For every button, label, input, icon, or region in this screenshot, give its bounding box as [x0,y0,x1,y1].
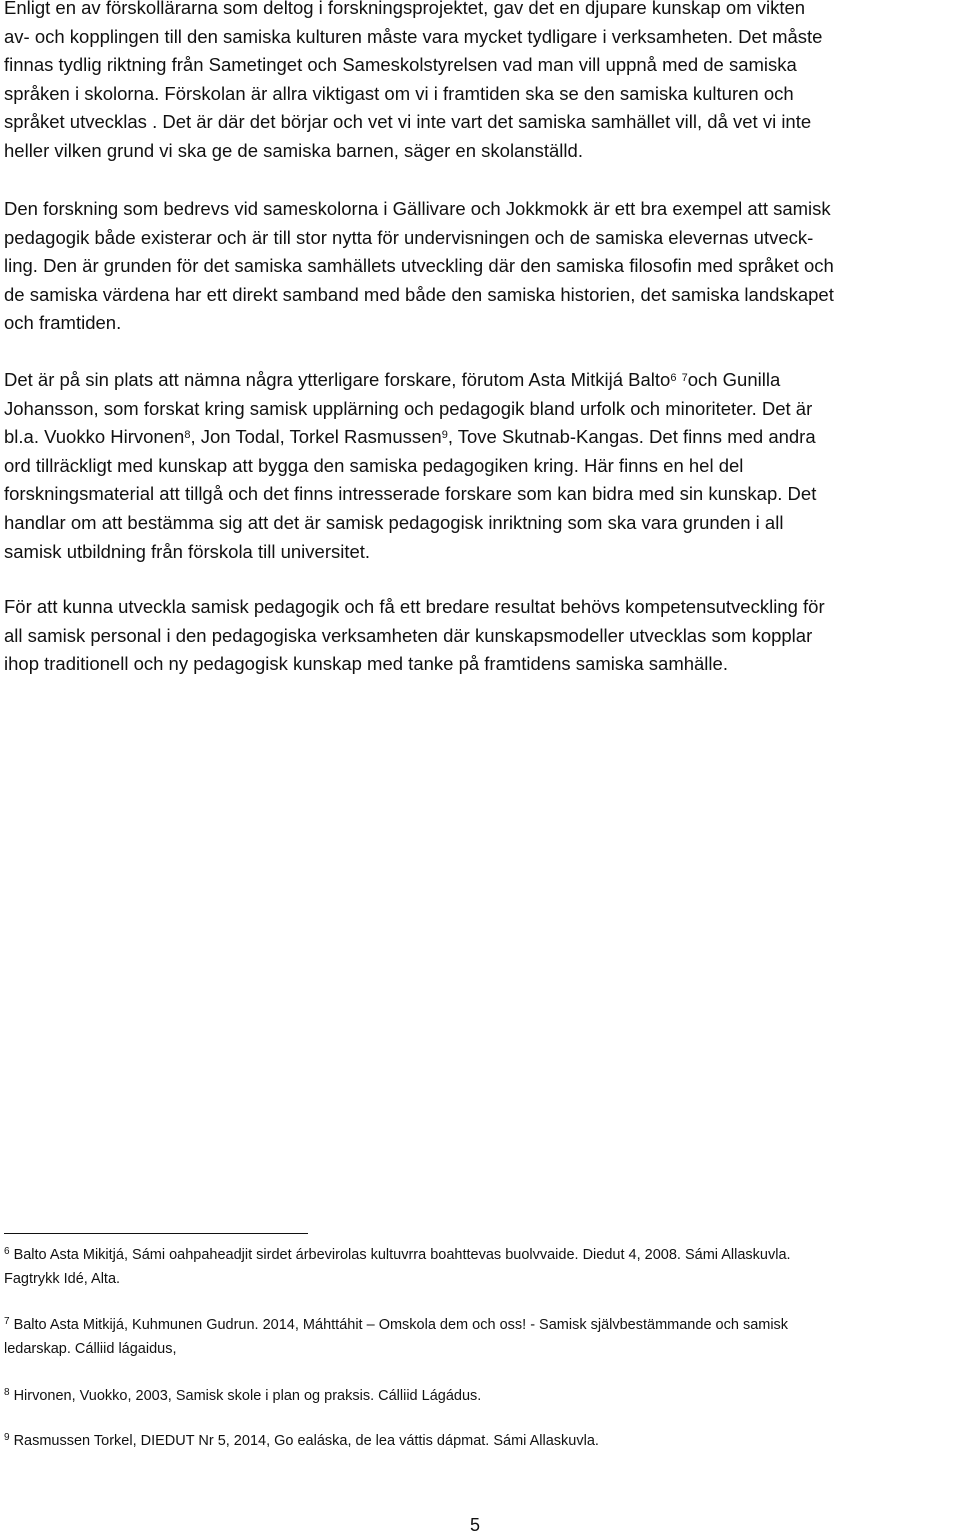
paragraph-line: pedagogik både existerar och är till stor nytta för undervisningen och de samiska elevernas utveck- [4,226,814,248]
paragraph-line: av- och kopplingen till den samiska kulturen måste vara mycket tydligare i verksamheten. Det måste [4,25,823,47]
footnote-7 [4,1314,956,1360]
footnote-text: Rasmussen Torkel, DIEDUT Nr 5, 2014, Go ealáska, de lea váttis dápmat. Sámi Allaskuvla. [13,1433,599,1449]
footnote-ref-8[interactable]: 8 [184,429,191,442]
paragraph-line: samisk utbildning från förskola till universitet. [4,540,371,562]
paragraph-line: Den forskning som bedrevs vid sameskolorna i Gällivare och Jokkmokk är ett bra exempel att samisk [4,198,831,219]
paragraph-line: ihop traditionell och ny pedagogisk kunskap med tanke på framtidens samiska samhälle. [4,653,728,675]
footnote-line [4,1430,956,1454]
paragraph-4 [4,593,956,679]
footnote-text: Balto Asta Mitkijá, Kuhmunen Gudrun. 2014, Máhttáhit – Omskola dem och oss! - Samisk självbestämmande och samisk [13,1317,789,1333]
footnote-separator [4,1233,308,1234]
paragraph-line: finnas tydlig riktning från Sametinget och Sameskolstyrelsen vad man vill uppnå med de samiska [4,54,797,76]
footnote-number: 9 [4,1431,10,1443]
paragraph-line: och framtiden. [4,312,122,334]
footnote-text: Hirvonen, Vuokko, 2003, Samisk skole i plan og praksis. Cálliid Lágádus. [13,1388,482,1404]
paragraph-line: språken i skolorna. Förskolan är allra viktigast om vi i framtiden ska se den samiska kulturen och [4,82,794,104]
footnote-line [4,1385,956,1409]
footnote-line [4,1314,956,1338]
paragraph-line: Johansson, som forskat kring samisk upplärning och pedagogik bland urfolk och minoriteter. Det är [4,397,813,419]
text-run: bl.a. Vuokko Hirvonen [4,426,185,448]
footnote-line [4,1244,956,1268]
footnote-6 [4,1244,956,1290]
footnote-line: Fagtrykk Idé, Alta. [4,1271,121,1287]
paragraph-2 [4,195,956,338]
paragraph-line: all samisk personal i den pedagogiska verksamheten där kunskapsmodeller utvecklas som kopplar [4,624,813,646]
paragraph-line: ord tillräckligt med kunskap att bygga den samiska pedagogiken kring. Här finns en hel del [4,454,744,476]
text-run: Det är på sin plats att nämna några ytterligare forskare, förutom Asta Mitkijá Balto [4,369,671,390]
text-run: och Gunilla [687,369,781,390]
footnote-number: 7 [4,1315,10,1327]
footnote-8 [4,1385,956,1409]
footnote-number: 6 [4,1245,10,1257]
paragraph-3 [4,366,956,566]
footnote-ref-6[interactable]: 6 [670,372,677,385]
paragraph-line: forskningsmaterial att tillgå och det finns intresserade forskare som kan bidra med sin kunskap. Det [4,483,817,505]
page-number: 5 [470,1515,481,1535]
paragraph-line [4,423,956,452]
footnote-text: Balto Asta Mikitjá, Sámi oahpaheadjit sirdet árbevirolas kultuvrra boahttevas buolvvaide. Diedut 4, 2008. Sámi Allaskuvla. [13,1247,791,1263]
paragraph-line: språket utvecklas . Det är där det börjar och vet vi inte vart det samiska samhället vill, då vet vi inte [4,111,812,133]
paragraph-line: de samiska värdena har ett direkt samband med både den samiska historien, det samiska landskapet [4,283,834,305]
text-run: , Jon Todal, Torkel Rasmussen [190,426,442,448]
paragraph-line: För att kunna utveckla samisk pedagogik och få ett bredare resultat behövs kompetensutveckling för [4,596,825,617]
footnote-ref-9[interactable]: 9 [441,429,448,442]
footnote-ref-7[interactable]: 7 [681,372,688,385]
footnote-line: ledarskap. Cálliid lágaidus, [4,1341,177,1357]
paragraph-line [4,366,956,395]
paragraph-line: Enligt en av förskollärarna som deltog i forskningsprojektet, gav det en djupare kunskap om vikten [4,0,806,18]
paragraph-line: handlar om att bestämma sig att det är samisk pedagogisk inriktning som ska vara grunden i all [4,511,784,533]
paragraph-line: ling. Den är grunden för det samiska samhällets utveckling där den samiska filosofin med språket och [4,255,834,277]
paragraph-line: heller vilken grund vi ska ge de samiska barnen, säger en skolanställd. [4,139,583,161]
text-run: , Tove Skutnab-Kangas. Det finns med andra [447,426,816,448]
paragraph-1 [4,0,956,166]
footnote-number: 8 [4,1386,10,1398]
footnote-9 [4,1430,956,1454]
